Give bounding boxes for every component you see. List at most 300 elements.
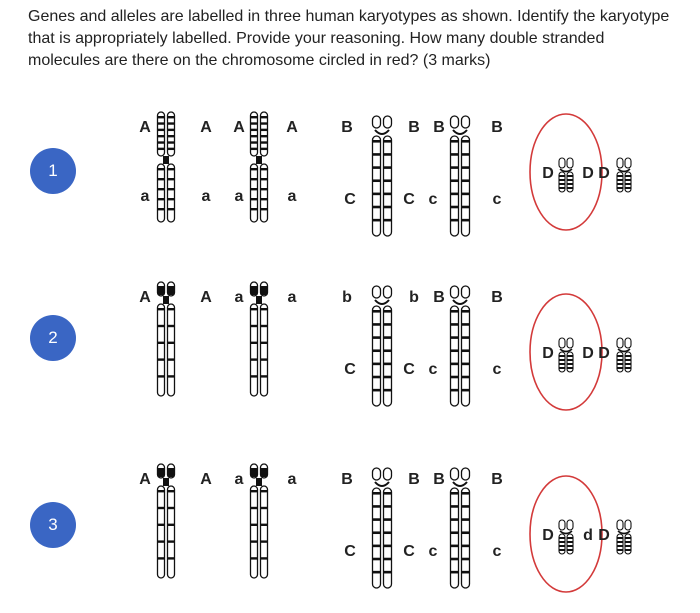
allele-label: b — [342, 289, 352, 306]
chromosome-band — [251, 342, 258, 344]
centromere — [560, 169, 572, 172]
chromosome-band — [251, 178, 258, 180]
chromosome-band — [251, 358, 258, 360]
chromatid-arm — [462, 286, 470, 298]
chromosome-band — [617, 179, 623, 181]
chromosome-band — [373, 140, 381, 143]
chromosome-band — [261, 540, 268, 542]
chromosome-band — [567, 363, 573, 365]
chromosome-band — [261, 135, 268, 137]
chromosome-band — [158, 342, 165, 344]
chromosome-band — [373, 545, 381, 548]
allele-label: D — [598, 345, 610, 362]
chromosome-band — [384, 219, 392, 222]
chromosome — [559, 338, 573, 372]
chromosome — [617, 520, 631, 554]
chromosome-band — [261, 490, 268, 492]
chromosome-band — [261, 375, 268, 377]
chromosome-band — [617, 359, 623, 361]
chromosome-band — [373, 310, 381, 313]
chromosome-band — [462, 193, 470, 196]
allele-label: a — [234, 289, 244, 306]
centromere — [375, 482, 389, 486]
chromosome-band — [451, 166, 459, 169]
chromosome-band — [251, 148, 258, 150]
chromosome-band — [559, 541, 565, 543]
chromosome-band — [617, 367, 623, 369]
allele-label: a — [201, 188, 211, 205]
chromosome-band — [617, 363, 623, 365]
chromosome-band — [158, 135, 165, 137]
chromosome-band — [251, 507, 258, 509]
chromosome-band — [384, 531, 392, 534]
chromosome-band — [384, 389, 392, 392]
chromosome-band — [451, 376, 459, 379]
chromosome-band — [451, 531, 459, 534]
chromosome-band — [251, 198, 258, 200]
chromosome-band — [261, 475, 268, 477]
chromosome-band — [158, 178, 165, 180]
chromosome-band — [384, 492, 392, 495]
chromosome — [373, 286, 392, 406]
chromosome-band — [559, 537, 565, 539]
chromosome-band — [251, 141, 258, 143]
allele-label: a — [287, 471, 297, 488]
allele-label: D — [542, 527, 554, 544]
chromosome-band — [168, 178, 175, 180]
chromosome-band — [251, 524, 258, 526]
chromosome-band — [168, 208, 175, 210]
centromere — [163, 296, 169, 304]
chromosome-band — [617, 175, 623, 177]
chromatid-arm — [462, 116, 470, 128]
chromosome-band — [451, 206, 459, 209]
karyotype-row-3 — [0, 452, 700, 612]
chromatid-arm — [559, 158, 565, 168]
chromatid-arm — [567, 158, 573, 168]
chromosome — [373, 468, 392, 588]
chromosome-band — [384, 206, 392, 209]
chromatid-arm — [251, 164, 258, 222]
chromosome-band — [559, 179, 565, 181]
chromosome-band — [384, 376, 392, 379]
chromosome-band — [567, 359, 573, 361]
centromere — [560, 349, 572, 352]
allele-label: D — [598, 527, 610, 544]
centromere — [560, 531, 572, 534]
chromosome-band — [373, 492, 381, 495]
chromosome-band — [567, 355, 573, 357]
chromosome-band — [462, 389, 470, 392]
chromosome-band — [559, 183, 565, 185]
allele-label: C — [403, 543, 415, 560]
karyotype-row-2 — [0, 270, 700, 420]
chromosome-band — [261, 557, 268, 559]
allele-label: A — [200, 289, 212, 306]
chromosome-band — [158, 293, 165, 295]
allele-label: B — [341, 471, 353, 488]
chromosome-band — [251, 135, 258, 137]
chromosome-band — [373, 389, 381, 392]
chromosome — [158, 112, 175, 222]
allele-label: A — [233, 119, 245, 136]
chromatid-arm — [451, 468, 459, 480]
chromosome-band — [451, 140, 459, 143]
chromosome-band — [168, 490, 175, 492]
chromatid-arm — [384, 286, 392, 298]
chromosome-band — [261, 293, 268, 295]
chromosome — [451, 468, 470, 588]
allele-label: a — [287, 289, 297, 306]
chromatid-arm — [559, 520, 565, 530]
chromosome-band — [559, 175, 565, 177]
chromosome-band — [251, 129, 258, 131]
chromosome-band — [462, 558, 470, 561]
chromosome-band — [251, 208, 258, 210]
chromosome-band — [168, 129, 175, 131]
allele-label: B — [341, 119, 353, 136]
chromosome-band — [168, 507, 175, 509]
chromatid-arm — [625, 338, 631, 348]
chromosome-band — [373, 179, 381, 182]
chromosome-band — [567, 187, 573, 189]
allele-label: A — [139, 471, 151, 488]
chromosome-band — [168, 540, 175, 542]
chromosome-band — [567, 537, 573, 539]
chromosome-band — [158, 308, 165, 310]
chromosome-band — [617, 541, 623, 543]
chromatid-arm — [384, 116, 392, 128]
chromatid-arm — [559, 338, 565, 348]
allele-label: A — [286, 119, 298, 136]
chromosome-band — [261, 188, 268, 190]
allele-label: D — [582, 165, 594, 182]
chromosome-band — [625, 537, 631, 539]
chromosome-band — [168, 188, 175, 190]
chromosome-band — [168, 168, 175, 170]
chromosome-band — [384, 193, 392, 196]
chromosome-band — [462, 166, 470, 169]
chromosome-band — [625, 175, 631, 177]
chromatid-arm — [567, 338, 573, 348]
chromosome-band — [168, 557, 175, 559]
allele-label: A — [139, 289, 151, 306]
chromosome-band — [168, 116, 175, 118]
chromosome-band — [261, 342, 268, 344]
chromosome-band — [261, 168, 268, 170]
chromosome-band — [261, 141, 268, 143]
chromosome-band — [384, 349, 392, 352]
chromosome — [617, 338, 631, 372]
chromosome-band — [158, 168, 165, 170]
chromosome-band — [625, 355, 631, 357]
chromosome-band — [261, 129, 268, 131]
centromere — [256, 478, 262, 486]
chromosome-band — [373, 219, 381, 222]
chromosome-band — [625, 549, 631, 551]
chromatid-arm — [567, 520, 573, 530]
chromosome-band — [373, 571, 381, 574]
chromosome-band — [251, 293, 258, 295]
centromere — [618, 531, 630, 534]
allele-label: c — [428, 191, 438, 208]
chromosome-band — [625, 541, 631, 543]
chromosome-band — [168, 475, 175, 477]
chromosome-band — [625, 187, 631, 189]
chromosome — [451, 286, 470, 406]
allele-label: A — [139, 119, 151, 136]
allele-label: a — [234, 471, 244, 488]
chromosome-band — [625, 359, 631, 361]
chromatid-arm — [251, 304, 258, 396]
badge-label: 3 — [48, 515, 58, 534]
chromosome-band — [559, 363, 565, 365]
chromosome-band — [617, 187, 623, 189]
chromosome-band — [384, 363, 392, 366]
chromosome-band — [251, 122, 258, 124]
allele-label: c — [428, 543, 438, 560]
chromosome-band — [462, 219, 470, 222]
chromosome-band — [462, 531, 470, 534]
chromosome-band — [451, 518, 459, 521]
chromosome-band — [158, 507, 165, 509]
chromosome-band — [251, 168, 258, 170]
chromosome-band — [373, 323, 381, 326]
chromosome-band — [158, 122, 165, 124]
chromosome-band — [462, 363, 470, 366]
chromosome-band — [373, 206, 381, 209]
allele-label: c — [428, 361, 438, 378]
chromosome-band — [451, 505, 459, 508]
allele-label: A — [200, 119, 212, 136]
chromosome-band — [384, 323, 392, 326]
chromosome-band — [168, 198, 175, 200]
chromatid-arm — [617, 520, 623, 530]
chromatid-arm — [168, 164, 175, 222]
chromosome-band — [462, 571, 470, 574]
allele-label: C — [344, 361, 356, 378]
chromosome-band — [261, 148, 268, 150]
chromatid-arm — [261, 486, 268, 578]
allele-label: D — [598, 165, 610, 182]
chromatid-arm — [451, 116, 459, 128]
chromosome-band — [451, 363, 459, 366]
chromosome — [617, 158, 631, 192]
centromere — [453, 482, 467, 486]
chromosome-band — [559, 187, 565, 189]
chromosome-band — [567, 179, 573, 181]
chromosome-band — [373, 336, 381, 339]
chromosome-band — [384, 571, 392, 574]
chromosome-band — [451, 310, 459, 313]
chromosome-band — [261, 524, 268, 526]
chromosome-band — [168, 325, 175, 327]
karyotype-diagram — [0, 452, 700, 612]
chromosome-band — [462, 179, 470, 182]
chromosome-band — [384, 545, 392, 548]
chromatid-arm — [261, 304, 268, 396]
chromosome-band — [251, 540, 258, 542]
chromosome-band — [251, 116, 258, 118]
chromatid-arm — [373, 468, 381, 480]
chromosome-band — [251, 490, 258, 492]
chromosome-band — [168, 358, 175, 360]
chromosome-band — [462, 492, 470, 495]
chromosome-band — [373, 505, 381, 508]
chromosome-band — [261, 208, 268, 210]
chromosome-band — [158, 490, 165, 492]
chromosome-band — [373, 376, 381, 379]
chromosome-band — [451, 323, 459, 326]
chromatid-arm — [251, 486, 258, 578]
centromere — [163, 478, 169, 486]
karyotype-diagram — [0, 270, 700, 420]
chromosome-band — [251, 188, 258, 190]
chromosome-band — [567, 541, 573, 543]
allele-label: C — [344, 191, 356, 208]
chromosome-band — [251, 308, 258, 310]
chromosome-band — [625, 367, 631, 369]
chromosome-band — [261, 122, 268, 124]
chromosome-band — [261, 308, 268, 310]
chromosome-band — [261, 507, 268, 509]
chromosome-band — [567, 367, 573, 369]
chromosome-band — [384, 153, 392, 156]
allele-label: B — [433, 119, 445, 136]
allele-label: d — [583, 527, 593, 544]
chromosome-band — [462, 310, 470, 313]
allele-label: B — [408, 471, 420, 488]
chromosome-band — [158, 524, 165, 526]
chromosome-band — [168, 524, 175, 526]
allele-label: B — [433, 471, 445, 488]
chromosome-band — [384, 179, 392, 182]
chromosome-band — [168, 293, 175, 295]
chromosome-band — [462, 336, 470, 339]
allele-label: C — [403, 191, 415, 208]
chromatid-arm — [158, 164, 165, 222]
chromosome-band — [567, 545, 573, 547]
centromere — [256, 296, 262, 304]
chromatid-arm — [462, 468, 470, 480]
chromosome-band — [168, 135, 175, 137]
chromosome-band — [625, 363, 631, 365]
chromosome — [373, 116, 392, 236]
chromosome-band — [625, 545, 631, 547]
question-text: Genes and alleles are labelled in three human karyotypes as shown. Identify the karyotype that is appropriately labelled. Provide your reasoning. How many double stranded molecules are there on the chromosome circled in red? (3 marks) — [28, 8, 670, 69]
chromatid-arm — [617, 158, 623, 168]
chromosome-band — [559, 549, 565, 551]
chromosome-band — [384, 505, 392, 508]
chromosome-band — [384, 336, 392, 339]
allele-label: B — [491, 289, 503, 306]
chromosome-band — [251, 325, 258, 327]
centromere — [453, 300, 467, 304]
chromosome-band — [384, 166, 392, 169]
chromosome-band — [384, 518, 392, 521]
chromosome-band — [158, 141, 165, 143]
chromosome-band — [625, 183, 631, 185]
chromosome-band — [625, 179, 631, 181]
chromosome-band — [462, 518, 470, 521]
chromosome-band — [261, 198, 268, 200]
chromosome-band — [158, 116, 165, 118]
allele-label: D — [582, 345, 594, 362]
centromere — [375, 300, 389, 304]
chromosome-band — [462, 349, 470, 352]
chromosome-band — [462, 153, 470, 156]
centromere — [453, 130, 467, 134]
chromosome-band — [451, 492, 459, 495]
allele-label: D — [542, 165, 554, 182]
chromosome-band — [251, 475, 258, 477]
chromosome-band — [462, 206, 470, 209]
allele-label: B — [433, 289, 445, 306]
chromosome-band — [261, 178, 268, 180]
chromosome-band — [451, 219, 459, 222]
chromosome-band — [462, 505, 470, 508]
chromosome — [158, 282, 175, 396]
chromosome-band — [373, 531, 381, 534]
chromosome-band — [451, 545, 459, 548]
chromosome-band — [168, 122, 175, 124]
allele-label: D — [542, 345, 554, 362]
chromosome-band — [559, 359, 565, 361]
allele-label: B — [408, 119, 420, 136]
chromosome — [251, 112, 268, 222]
chromosome-band — [384, 310, 392, 313]
chromosome-band — [168, 308, 175, 310]
chromatid-arm — [168, 486, 175, 578]
chromosome-band — [451, 571, 459, 574]
chromatid-arm — [625, 158, 631, 168]
chromosome-band — [451, 389, 459, 392]
chromatid-arm — [625, 520, 631, 530]
chromosome-band — [559, 355, 565, 357]
chromosome-band — [158, 208, 165, 210]
chromosome-band — [373, 558, 381, 561]
chromatid-arm — [158, 304, 165, 396]
chromosome-band — [617, 355, 623, 357]
chromosome — [451, 116, 470, 236]
chromosome-band — [451, 336, 459, 339]
chromosome — [251, 282, 268, 396]
karyotype-row-1 — [0, 100, 700, 250]
chromosome-band — [617, 537, 623, 539]
chromosome-band — [168, 148, 175, 150]
chromosome-band — [168, 375, 175, 377]
chromosome-band — [617, 549, 623, 551]
chromosome-band — [158, 148, 165, 150]
allele-label: c — [492, 191, 502, 208]
chromosome-band — [617, 545, 623, 547]
centromere — [163, 156, 169, 164]
chromatid-arm — [261, 164, 268, 222]
chromosome-band — [617, 183, 623, 185]
allele-label: A — [200, 471, 212, 488]
karyotype-diagram — [0, 100, 700, 250]
chromosome-band — [373, 349, 381, 352]
chromosome-band — [451, 179, 459, 182]
chromatid-arm — [384, 468, 392, 480]
chromosome-band — [462, 140, 470, 143]
chromatid-arm — [451, 286, 459, 298]
chromosome-band — [559, 545, 565, 547]
chromosome-band — [451, 193, 459, 196]
chromosome-band — [158, 188, 165, 190]
chromosome-band — [567, 549, 573, 551]
chromosome-band — [373, 363, 381, 366]
